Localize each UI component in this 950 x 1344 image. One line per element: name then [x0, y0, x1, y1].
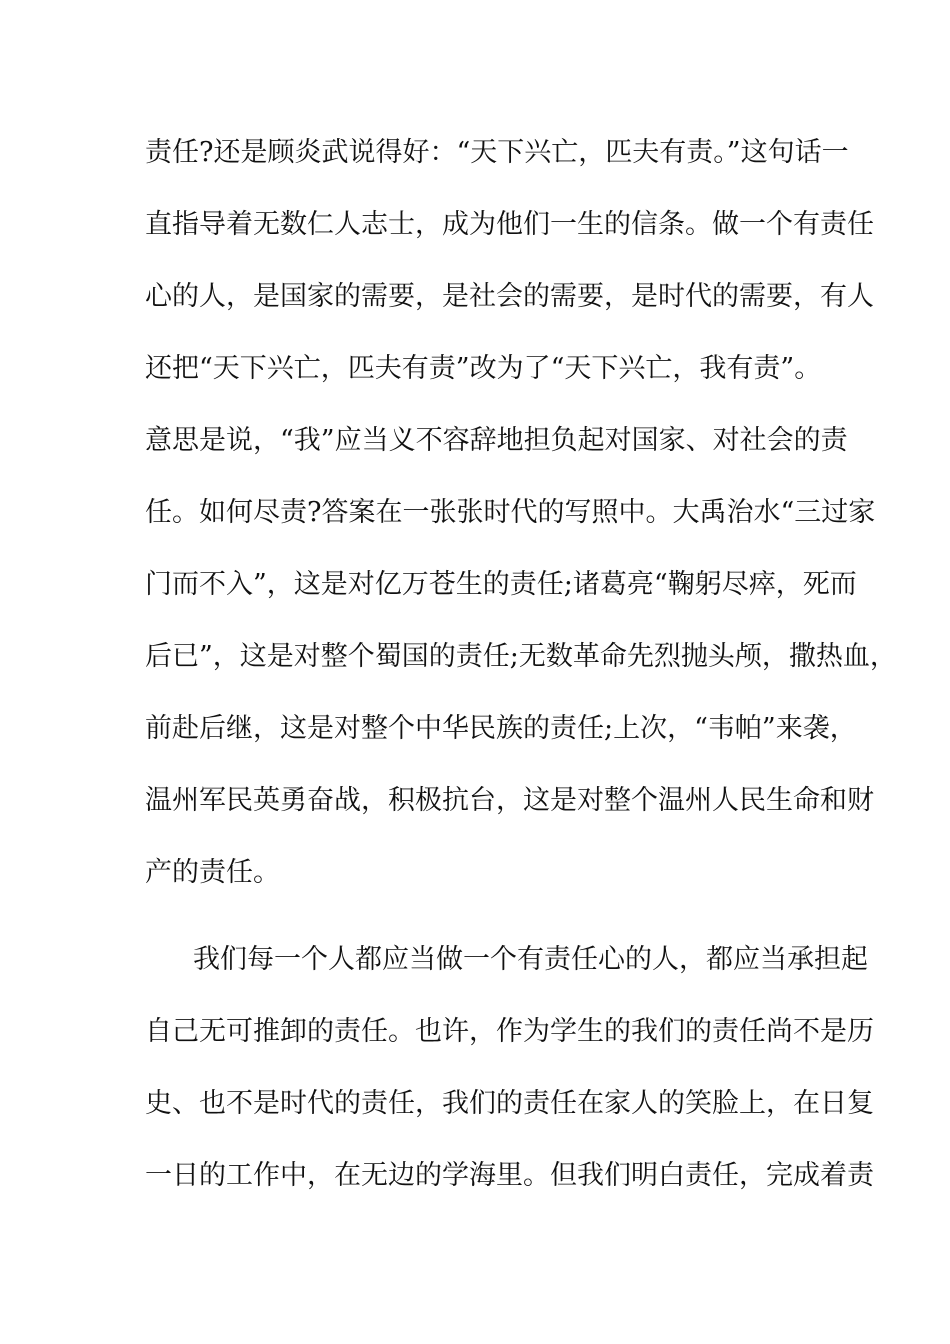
paragraph-line: 我们每一个人都应当做一个有责任心的人，都应当承担起	[193, 944, 868, 975]
paragraph-line: 门而不入”，这是对亿万苍生的责任;诸葛亮“鞠躬尽瘁，死而	[145, 569, 857, 600]
paragraph-line: 一日的工作中，在无边的学海里。但我们明白责任，完成着责	[145, 1160, 874, 1191]
paragraph-line: 史、也不是时代的责任，我们的责任在家人的笑脸上，在日复	[145, 1088, 874, 1119]
paragraph-line: 还把“天下兴亡，匹夫有责”改为了“天下兴亡，我有责”。	[145, 353, 822, 384]
paragraph-line: 责任?还是顾炎武说得好：“天下兴亡，匹夫有责。”这句话一	[145, 137, 849, 168]
paragraph-line: 自己无可推卸的责任。也许，作为学生的我们的责任尚不是历	[145, 1016, 874, 1047]
paragraph-line: 任。如何尽责?答案在一张张时代的写照中。大禹治水“三过家	[145, 497, 876, 528]
paragraph-line: 意思是说，“我”应当义不容辞地担负起对国家、对社会的责	[145, 425, 848, 456]
paragraph-line: 心的人，是国家的需要，是社会的需要，是时代的需要，有人	[145, 281, 874, 312]
paragraph-line: 产的责任。	[145, 857, 280, 888]
paragraph-line: 后已”，这是对整个蜀国的责任;无数革命先烈抛头颅，撒热血，	[145, 641, 897, 672]
paragraph-line: 温州军民英勇奋战，积极抗台，这是对整个温州人民生命和财	[145, 785, 874, 816]
paragraph-line: 前赴后继，这是对整个中华民族的责任;上次，“韦帕”来袭，	[145, 713, 857, 744]
paragraph-line: 直指导着无数仁人志士，成为他们一生的信条。做一个有责任	[145, 209, 874, 240]
